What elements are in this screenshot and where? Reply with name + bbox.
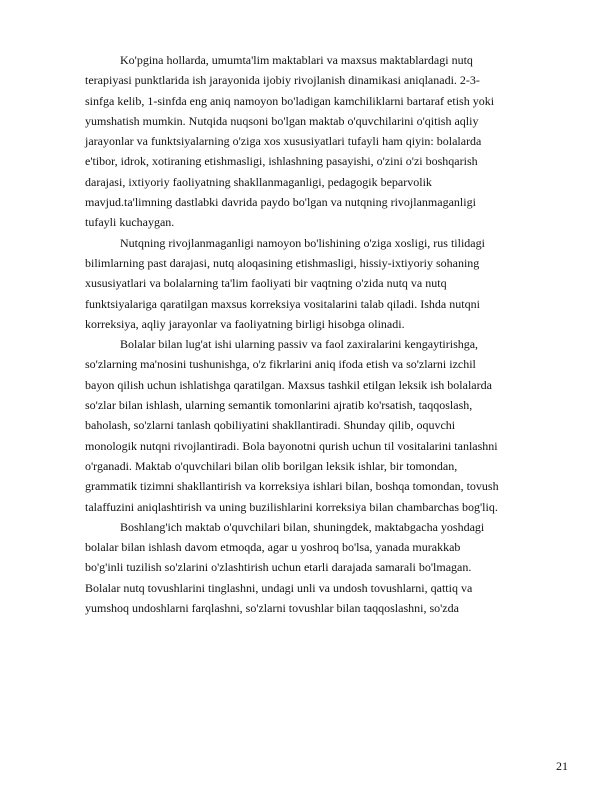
text-line: monologik nutqni rivojlantiradi. Bola bayonotni qurish uchun til vositalarini tanlashni bbox=[85, 438, 498, 453]
text-line: bilimlarning past darajasi, nutq aloqasining etishmasligi, hissiy-ixtiyoriy sohaning bbox=[85, 255, 480, 270]
text-line: xususiyatlari va bolalarning ta'lim faoliyati bir vaqtning o'zida nutq va nutq bbox=[85, 276, 447, 291]
text-line: e'tibor, idrok, xotiraning etishmasligi, ishlashning pasayishi, o'zini o'zi boshqarish bbox=[85, 154, 478, 169]
text-line: baholash, so'zlarni tanlash qobiliyatini shakllantiradi. Shunday qilib, oquvchi bbox=[85, 418, 456, 433]
text-line: Bolalar nutq tovushlarini tinglashni, undagi unli va undosh tovushlarni, qattiq va bbox=[85, 580, 473, 595]
text-line: korreksiya, aqliy jarayonlar va faoliyatning birligi hisobga olinadi. bbox=[85, 316, 405, 331]
paragraph-2 bbox=[85, 233, 571, 334]
text-line: bolalar bilan ishlash davom etmoqda, agar u yoshroq bo'lsa, yanada murakkab bbox=[85, 540, 461, 555]
paragraph-4 bbox=[85, 517, 571, 618]
text-line: Ko'pgina hollarda, umumta'lim maktablari va maxsus maktablardagi nutq bbox=[120, 53, 473, 67]
text-line: o'rganadi. Maktab o'quvchilari bilan olib borilgan leksik ishlar, bir tomondan, bbox=[85, 458, 458, 473]
text-line: bo'g'inli tuzilish so'zlarini o'zlashtirish uchun etarli darajada samarali bo'lmagan. bbox=[85, 560, 472, 575]
text-line: sinfga kelib, 1-sinfda eng aniq namoyon bo'ladigan kamchiliklarni bartaraf etish yoki bbox=[85, 93, 495, 108]
text-line: yumshoq undoshlarni farqlashni, so'zlarni tovushlar bilan taqqoslashni, so'zda bbox=[85, 601, 459, 616]
page-number: 21 bbox=[556, 759, 568, 773]
text-line: terapiyasi punktlarida ish jarayonida ijobiy rivojlanish dinamikasi aniqlanadi. 2-3- bbox=[85, 73, 480, 88]
text-line: Nutqning rivojlanmaganligi namoyon bo'lishining o'ziga xosligi, rus tilidagi bbox=[120, 235, 485, 250]
text-line: funktsiyalariga qaratilgan maxsus korreksiya vositalarini talab qiladi. Ishda nutqni bbox=[85, 296, 480, 311]
text-line: bayon qilish uchun ishlatishga qaratilgan. Maxsus tashkil etilgan leksik ish bolalarda bbox=[85, 377, 492, 392]
paragraph-3 bbox=[85, 334, 571, 517]
text-line: Bolalar bilan lug'at ishi ularning passiv va faol zaxiralarini kengaytirishga, bbox=[120, 337, 479, 352]
paragraph-1 bbox=[85, 50, 571, 233]
text-line: talaffuzini aniqlashtirish va uning buzilishlarini korreksiya bilan chambarchas bog'liq. bbox=[85, 499, 498, 514]
text-line: tufayli kuchaygan. bbox=[85, 215, 175, 230]
text-line: grammatik tizimni shakllantirish va korreksiya ishlari bilan, boshqa tomondan, tovush bbox=[85, 479, 499, 494]
text-line: jarayonlar va funktsiyalarning o'ziga xos xususiyatlari tufayli ham qiyin: bolalarda bbox=[85, 134, 482, 149]
document-page bbox=[85, 50, 571, 618]
text-line: so'zlarning ma'nosini tushunishga, o'z fikrlarini aniq ifoda etish va so'zlarni izchil bbox=[85, 357, 476, 372]
text-line: Boshlang'ich maktab o'quvchilari bilan, shuningdek, maktabgacha yoshdagi bbox=[120, 519, 485, 534]
text-line: mavjud.ta'limning dastlabki davrida paydo bo'lgan va nutqning rivojlanmaganligi bbox=[85, 195, 476, 210]
text-line: darajasi, ixtiyoriy faoliyatning shakllanmaganligi, pedagogik beparvolik bbox=[85, 174, 432, 189]
text-line: yumshatish mumkin. Nutqida nuqsoni bo'lgan maktab o'quvchilarini o'qitish aqliy bbox=[85, 113, 479, 128]
text-line: so'zlar bilan ishlash, ularning semantik tomonlarini ajratib ko'rsatish, taqqoslash, bbox=[85, 398, 473, 413]
